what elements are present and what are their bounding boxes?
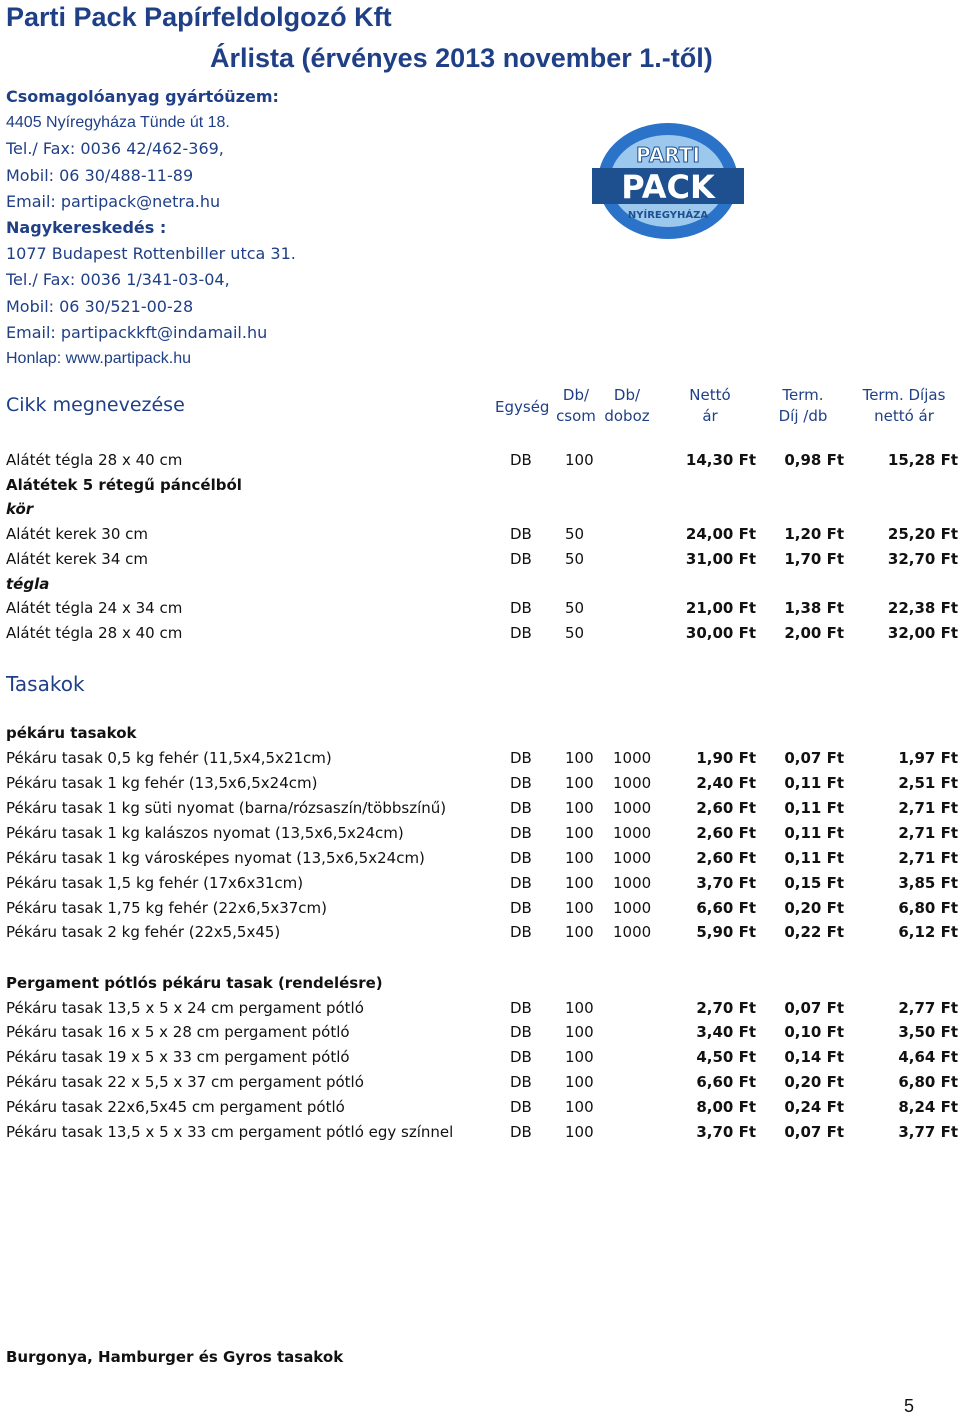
table-row <box>0 449 960 471</box>
row-dij: 0,15 Ft <box>784 874 844 892</box>
factory-address: 4405 Nyíregyháza Tünde út 18. <box>6 114 230 132</box>
header-csom-line1: Db/ <box>562 386 590 404</box>
wholesale-label: Nagykereskedés : <box>6 218 167 238</box>
row-csom: 100 <box>565 1048 594 1066</box>
row-dij: 0,20 Ft <box>784 1073 844 1091</box>
row-name: Pékáru tasak 2 kg fehér (22x5,5x45) <box>6 923 281 941</box>
row-name: Pékáru tasak 19 x 5 x 33 cm pergament pótló <box>6 1048 350 1066</box>
row-dijas: 2,71 Ft <box>898 849 958 867</box>
category-heading: Tasakok <box>6 672 85 696</box>
row-dijas: 2,77 Ft <box>898 999 958 1017</box>
row-netto: 4,50 Ft <box>696 1048 756 1066</box>
row-netto: 6,60 Ft <box>696 899 756 917</box>
row-name: Alátét tégla 28 x 40 cm <box>6 624 183 642</box>
row-doboz: 1000 <box>613 849 652 867</box>
row-dij: 0,98 Ft <box>784 451 844 469</box>
header-unit: Egység <box>495 398 550 416</box>
row-name: Pékáru tasak 13,5 x 5 x 33 cm pergament pótló egy színnel <box>6 1123 454 1141</box>
wholesale-mobile: Mobil: 06 30/521-00-28 <box>6 296 194 316</box>
header-dijas-line1: Term. Díjas <box>862 386 946 404</box>
row-csom: 50 <box>565 624 585 642</box>
row-csom: 100 <box>565 874 594 892</box>
section-heading <box>0 722 960 744</box>
row-dijas: 22,38 Ft <box>887 599 958 617</box>
row-netto: 21,00 Ft <box>685 599 756 617</box>
row-dij: 0,10 Ft <box>784 1023 844 1041</box>
row-csom: 50 <box>565 550 585 568</box>
row-dijas: 3,50 Ft <box>898 1023 958 1041</box>
table-row <box>0 1046 960 1068</box>
row-dij: 0,11 Ft <box>784 774 844 792</box>
header-doboz <box>604 385 650 427</box>
section-label: tégla <box>6 575 50 593</box>
row-name: Alátét tégla 24 x 34 cm <box>6 599 183 617</box>
factory-phone: Tel./ Fax: 0036 42/462-369, <box>6 139 224 159</box>
website-link[interactable]: Honlap: www.partipack.hu <box>6 350 191 368</box>
row-netto: 8,00 Ft <box>696 1098 756 1116</box>
row-unit: DB <box>510 624 532 642</box>
header-csom <box>556 385 596 427</box>
row-dijas: 6,12 Ft <box>898 923 958 941</box>
table-row <box>0 747 960 769</box>
row-netto: 6,60 Ft <box>696 1073 756 1091</box>
row-csom: 100 <box>565 774 594 792</box>
row-unit: DB <box>510 849 532 867</box>
row-unit: DB <box>510 923 532 941</box>
section-label: kör <box>6 500 34 518</box>
wholesale-phone: Tel./ Fax: 0036 1/341-03-04, <box>6 270 230 290</box>
row-dijas: 6,80 Ft <box>898 899 958 917</box>
row-dijas: 3,85 Ft <box>898 874 958 892</box>
table-row <box>0 897 960 919</box>
header-netto <box>680 385 740 427</box>
row-dijas: 8,24 Ft <box>898 1098 958 1116</box>
table-row <box>0 847 960 869</box>
parti-pack-logo <box>588 116 748 250</box>
row-dijas: 2,71 Ft <box>898 824 958 842</box>
row-dijas: 25,20 Ft <box>887 525 958 543</box>
table-row <box>0 921 960 943</box>
header-dij-line2: Díj /db <box>778 407 828 425</box>
row-dij: 0,11 Ft <box>784 799 844 817</box>
row-csom: 100 <box>565 849 594 867</box>
row-csom: 100 <box>565 799 594 817</box>
row-name: Pékáru tasak 13,5 x 5 x 24 cm pergament pótló <box>6 999 364 1017</box>
page-number: 5 <box>903 1396 914 1416</box>
table-row <box>0 1071 960 1093</box>
row-dijas: 15,28 Ft <box>887 451 958 469</box>
row-dijas: 1,97 Ft <box>898 749 958 767</box>
logo-text-line1: PARTI <box>636 143 700 167</box>
header-netto-line1: Nettó <box>689 386 731 404</box>
wholesale-address: 1077 Budapest Rottenbiller utca 31. <box>6 244 296 264</box>
row-unit: DB <box>510 1048 532 1066</box>
row-csom: 50 <box>565 599 585 617</box>
row-dijas: 3,77 Ft <box>898 1123 958 1141</box>
row-unit: DB <box>510 799 532 817</box>
row-dij: 0,14 Ft <box>784 1048 844 1066</box>
row-dij: 1,20 Ft <box>784 525 844 543</box>
table-row <box>0 872 960 894</box>
row-dij: 2,00 Ft <box>784 624 844 642</box>
row-dij: 0,11 Ft <box>784 849 844 867</box>
row-csom: 100 <box>565 1123 594 1141</box>
table-row <box>0 523 960 545</box>
section-heading <box>0 573 960 595</box>
row-dij: 1,38 Ft <box>784 599 844 617</box>
header-name: Cikk megnevezése <box>6 394 185 416</box>
section-heading <box>0 1346 960 1368</box>
table-row <box>0 797 960 819</box>
row-dijas: 32,70 Ft <box>887 550 958 568</box>
table-row <box>0 548 960 570</box>
price-list-title: Árlista (érvényes 2013 november 1.-től) <box>210 43 713 73</box>
factory-email[interactable]: Email: partipack@netra.hu <box>6 191 221 211</box>
row-csom: 100 <box>565 923 594 941</box>
section-heading <box>0 474 960 496</box>
row-netto: 30,00 Ft <box>685 624 756 642</box>
row-unit: DB <box>510 899 532 917</box>
row-name: Pékáru tasak 1 kg városképes nyomat (13,5x6,5x24cm) <box>6 849 425 867</box>
row-dijas: 6,80 Ft <box>898 1073 958 1091</box>
row-dij: 0,11 Ft <box>784 824 844 842</box>
row-dijas: 2,71 Ft <box>898 799 958 817</box>
row-unit: DB <box>510 774 532 792</box>
row-netto: 2,60 Ft <box>696 799 756 817</box>
row-name: Pékáru tasak 16 x 5 x 28 cm pergament pótló <box>6 1023 350 1041</box>
header-dij <box>768 385 838 427</box>
row-csom: 100 <box>565 824 594 842</box>
table-row <box>0 622 960 644</box>
header-dijas <box>852 385 956 427</box>
row-name: Pékáru tasak 0,5 kg fehér (11,5x4,5x21cm) <box>6 749 332 767</box>
row-csom: 100 <box>565 999 594 1017</box>
row-unit: DB <box>510 1123 532 1141</box>
header-doboz-line2: doboz <box>604 407 650 425</box>
row-unit: DB <box>510 1073 532 1091</box>
section-label: Burgonya, Hamburger és Gyros tasakok <box>6 1348 344 1366</box>
row-unit: DB <box>510 749 532 767</box>
row-unit: DB <box>510 525 532 543</box>
row-csom: 100 <box>565 899 594 917</box>
row-dijas: 4,64 Ft <box>898 1048 958 1066</box>
row-netto: 24,00 Ft <box>685 525 756 543</box>
factory-mobile: Mobil: 06 30/488-11-89 <box>6 165 194 185</box>
row-netto: 3,70 Ft <box>696 1123 756 1141</box>
row-unit: DB <box>510 599 532 617</box>
header-netto-line2: ár <box>702 407 718 425</box>
table-row <box>0 997 960 1019</box>
row-doboz: 1000 <box>613 749 652 767</box>
factory-label: Csomagolóanyag gyártóüzem: <box>6 87 279 106</box>
row-netto: 14,30 Ft <box>685 451 756 469</box>
logo-text-line3: NYÍREGYHÁZA <box>627 210 709 221</box>
header-doboz-line1: Db/ <box>613 386 641 404</box>
contact-block <box>6 84 296 372</box>
row-netto: 1,90 Ft <box>696 749 756 767</box>
section-heading <box>0 498 960 520</box>
row-doboz: 1000 <box>613 774 652 792</box>
row-netto: 2,40 Ft <box>696 774 756 792</box>
row-unit: DB <box>510 1098 532 1116</box>
row-dij: 0,24 Ft <box>784 1098 844 1116</box>
table-row <box>0 822 960 844</box>
row-name: Alátét kerek 30 cm <box>6 525 148 543</box>
row-csom: 50 <box>565 525 585 543</box>
section-heading <box>0 972 960 994</box>
row-name: Pékáru tasak 1,75 kg fehér (22x6,5x37cm) <box>6 899 327 917</box>
company-name: Parti Pack Papírfeldolgozó Kft <box>6 2 392 32</box>
row-name: Pékáru tasak 1,5 kg fehér (17x6x31cm) <box>6 874 304 892</box>
row-name: Pékáru tasak 1 kg süti nyomat (barna/rózsaszín/többszínű) <box>6 799 447 817</box>
row-csom: 100 <box>565 1098 594 1116</box>
header-dijas-line2: nettó ár <box>874 407 934 425</box>
row-doboz: 1000 <box>613 874 652 892</box>
row-netto: 2,60 Ft <box>696 849 756 867</box>
row-netto: 3,40 Ft <box>696 1023 756 1041</box>
row-dij: 0,07 Ft <box>784 999 844 1017</box>
row-netto: 2,60 Ft <box>696 824 756 842</box>
wholesale-email[interactable]: Email: partipackkft@indamail.hu <box>6 322 268 342</box>
row-dij: 0,07 Ft <box>784 749 844 767</box>
row-dij: 0,07 Ft <box>784 1123 844 1141</box>
row-dij: 0,20 Ft <box>784 899 844 917</box>
header-dij-line1: Term. <box>782 386 824 404</box>
row-csom: 100 <box>565 1023 594 1041</box>
row-name: Alátét kerek 34 cm <box>6 550 148 568</box>
row-doboz: 1000 <box>613 899 652 917</box>
row-dij: 0,22 Ft <box>784 923 844 941</box>
logo-graphic <box>588 116 748 246</box>
header-csom-line2: csom <box>556 407 596 425</box>
row-csom: 100 <box>565 1073 594 1091</box>
section-label: Alátétek 5 rétegű páncélból <box>6 476 242 494</box>
row-csom: 100 <box>565 451 594 469</box>
row-name: Pékáru tasak 1 kg fehér (13,5x6,5x24cm) <box>6 774 318 792</box>
row-doboz: 1000 <box>613 799 652 817</box>
row-netto: 2,70 Ft <box>696 999 756 1017</box>
row-name: Pékáru tasak 22 x 5,5 x 37 cm pergament pótló <box>6 1073 364 1091</box>
row-csom: 100 <box>565 749 594 767</box>
row-netto: 31,00 Ft <box>685 550 756 568</box>
table-row <box>0 772 960 794</box>
row-netto: 3,70 Ft <box>696 874 756 892</box>
row-doboz: 1000 <box>613 923 652 941</box>
row-name: Alátét tégla 28 x 40 cm <box>6 451 183 469</box>
section-label: Pergament pótlós pékáru tasak (rendelésre) <box>6 974 383 992</box>
logo-text-line2: PACK <box>621 168 715 206</box>
table-row <box>0 1021 960 1043</box>
row-name: Pékáru tasak 1 kg kalászos nyomat (13,5x6,5x24cm) <box>6 824 404 842</box>
row-unit: DB <box>510 999 532 1017</box>
table-row <box>0 1096 960 1118</box>
section-label: pékáru tasakok <box>6 724 137 742</box>
table-row <box>0 1121 960 1143</box>
row-unit: DB <box>510 1023 532 1041</box>
row-netto: 5,90 Ft <box>696 923 756 941</box>
row-dijas: 2,51 Ft <box>898 774 958 792</box>
row-unit: DB <box>510 874 532 892</box>
row-unit: DB <box>510 550 532 568</box>
row-unit: DB <box>510 451 532 469</box>
row-doboz: 1000 <box>613 824 652 842</box>
row-dij: 1,70 Ft <box>784 550 844 568</box>
row-dijas: 32,00 Ft <box>887 624 958 642</box>
row-name: Pékáru tasak 22x6,5x45 cm pergament pótló <box>6 1098 345 1116</box>
row-unit: DB <box>510 824 532 842</box>
table-row <box>0 597 960 619</box>
